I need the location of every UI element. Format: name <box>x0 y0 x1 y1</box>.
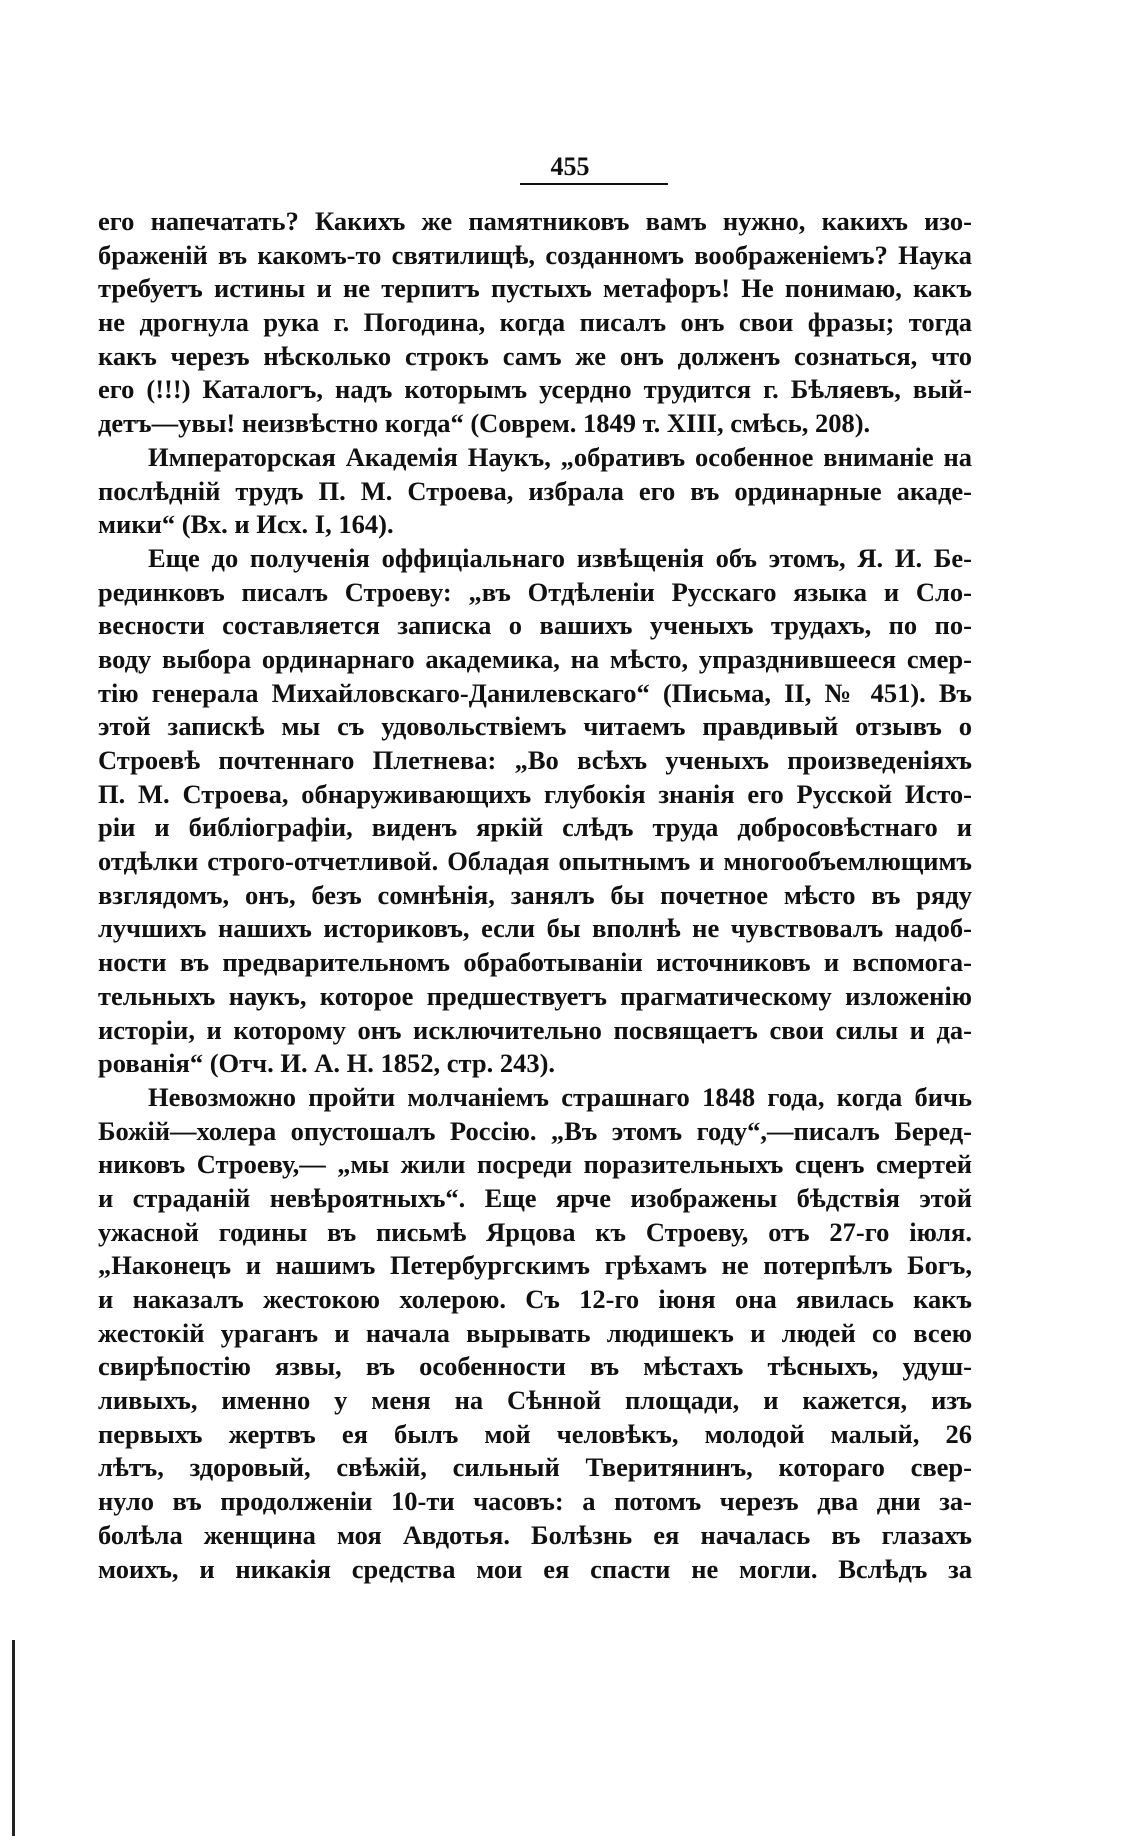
text-line: браженій въ какомъ-то святилищѣ, созданномъ воображеніемъ? Наука <box>98 239 972 270</box>
margin-scan-mark <box>12 1640 15 1836</box>
text-line: жестокій ураганъ и начала вырывать людишекъ и людей со всею <box>98 1317 972 1348</box>
text-line: не дрогнула рука г. Погодина, когда писалъ онъ свои фразы; тогда <box>98 307 972 338</box>
text-line: ливыхъ, именно у меня на Сѣнной площади, и кажется, изъ <box>98 1385 972 1416</box>
text-line: первыхъ жертвъ ея былъ мой человѣкъ, молодой малый, 26 <box>98 1418 972 1449</box>
text-line: ности въ предварительномъ обработываніи источниковъ и вспомога- <box>98 947 972 978</box>
text-line: Еще до полученія оффиціальнаго извѣщенія объ этомъ, Я. И. Бе- <box>148 542 972 573</box>
text-line: воду выбора ординарнаго академика, на мѣсто, упразднившееся смер- <box>98 643 972 674</box>
text-line: какъ черезъ нѣсколько строкъ самъ же онъ долженъ сознаться, что <box>98 340 972 371</box>
text-line: отдѣлки строго-отчетливой. Обладая опытнымъ и многообъемлющимъ <box>98 846 972 877</box>
text-line: болѣла женщина моя Авдотья. Болѣзнь ея началась въ глазахъ <box>98 1519 972 1550</box>
text-line: Божій—холера опустошалъ Россію. „Въ этомъ году“,—писалъ Беред- <box>98 1115 972 1146</box>
text-line: и наказалъ жестокою холерою. Съ 12-го іюня она явилась какъ <box>98 1284 972 1314</box>
text-line: Невозможно пройти молчаніемъ страшнаго 1848 года, когда бичь <box>148 1081 972 1112</box>
text-line: мики“ (Вх. и Исх. I, 164). <box>98 509 394 540</box>
text-line: взглядомъ, онъ, безъ сомнѣнія, занялъ бы почетное мѣсто въ ряду <box>98 879 972 910</box>
text-line: ріи и библіографіи, виденъ яркій слѣдъ труда добросовѣстнаго и <box>98 812 972 843</box>
text-line: Императорская Академія Наукъ, „обративъ особенное вниманіе на <box>148 441 972 472</box>
text-line: весности составляется записка о вашихъ ученыхъ трудахъ, по по- <box>98 610 972 641</box>
text-line: рединковъ писалъ Строеву: „въ Отдѣленіи Русскаго языка и Сло- <box>98 576 972 607</box>
text-line: Строевѣ почтеннаго Плетнева: „Во всѣхъ ученыхъ произведеніяхъ <box>98 745 972 775</box>
text-line: этой запискѣ мы съ удовольствіемъ читаемъ правдивый отзывъ о <box>98 711 972 742</box>
text-line: лучшихъ нашихъ историковъ, если бы вполнѣ не чувствовалъ надоб- <box>98 913 972 944</box>
text-line: ужасной годины въ письмѣ Ярцова къ Строеву, отъ 27-го іюля. <box>98 1216 972 1247</box>
text-line: и страданій невѣроятныхъ“. Еще ярче изображены бѣдствія этой <box>98 1182 972 1213</box>
text-line: П. М. Строева, обнаруживающихъ глубокія знанія его Русской Исто- <box>98 778 972 809</box>
text-line: его (!!!) Каталогъ, надъ которымъ усердно трудится г. Бѣляевъ, вый- <box>98 374 972 405</box>
text-line: рованія“ (Отч. И. А. Н. 1852, стр. 243). <box>98 1048 556 1079</box>
text-line: „Наконецъ и нашимъ Петербургскимъ грѣхамъ не потерпѣлъ Богъ, <box>98 1250 972 1281</box>
page-number-rule <box>520 183 668 185</box>
text-line: никовъ Строеву,— „мы жили посреди поразительныхъ сценъ смертей <box>98 1149 972 1180</box>
text-line: требуетъ истины и не терпитъ пустыхъ метафоръ! Не понимаю, какъ <box>98 273 972 304</box>
text-line: тію генерала Михайловскаго-Данилевскаго“ (Письма, II, № 451). Въ <box>98 677 972 708</box>
text-line: моихъ, и никакія средства мои ея спасти не могли. Вслѣдъ за <box>98 1553 972 1584</box>
text-line: лѣтъ, здоровый, свѣжій, сильный Тверитянинъ, котораго свер- <box>98 1452 972 1483</box>
text-line: тельныхъ наукъ, которое предшествуетъ прагматическому изложенію <box>98 980 972 1011</box>
text-line: свирѣпостію язвы, въ особенности въ мѣстахъ тѣсныхъ, удуш- <box>98 1351 972 1382</box>
text-line: детъ—увы! неизвѣстно когда“ (Соврем. 1849 т. XIII, смѣсь, 208). <box>98 408 871 439</box>
text-line: исторіи, и которому онъ исключительно посвящаетъ свои силы и да- <box>98 1014 972 1045</box>
text-line: нуло въ продолженіи 10-ти часовъ: а потомъ черезъ два дни за- <box>98 1486 972 1517</box>
text-line: послѣдній трудъ П. М. Строева, избрала его въ ординарные акаде- <box>98 475 972 506</box>
page-number: 455 <box>550 152 590 181</box>
text-line: его напечатать? Какихъ же памятниковъ вамъ нужно, какихъ изо- <box>98 206 972 236</box>
body-text <box>98 205 972 1586</box>
